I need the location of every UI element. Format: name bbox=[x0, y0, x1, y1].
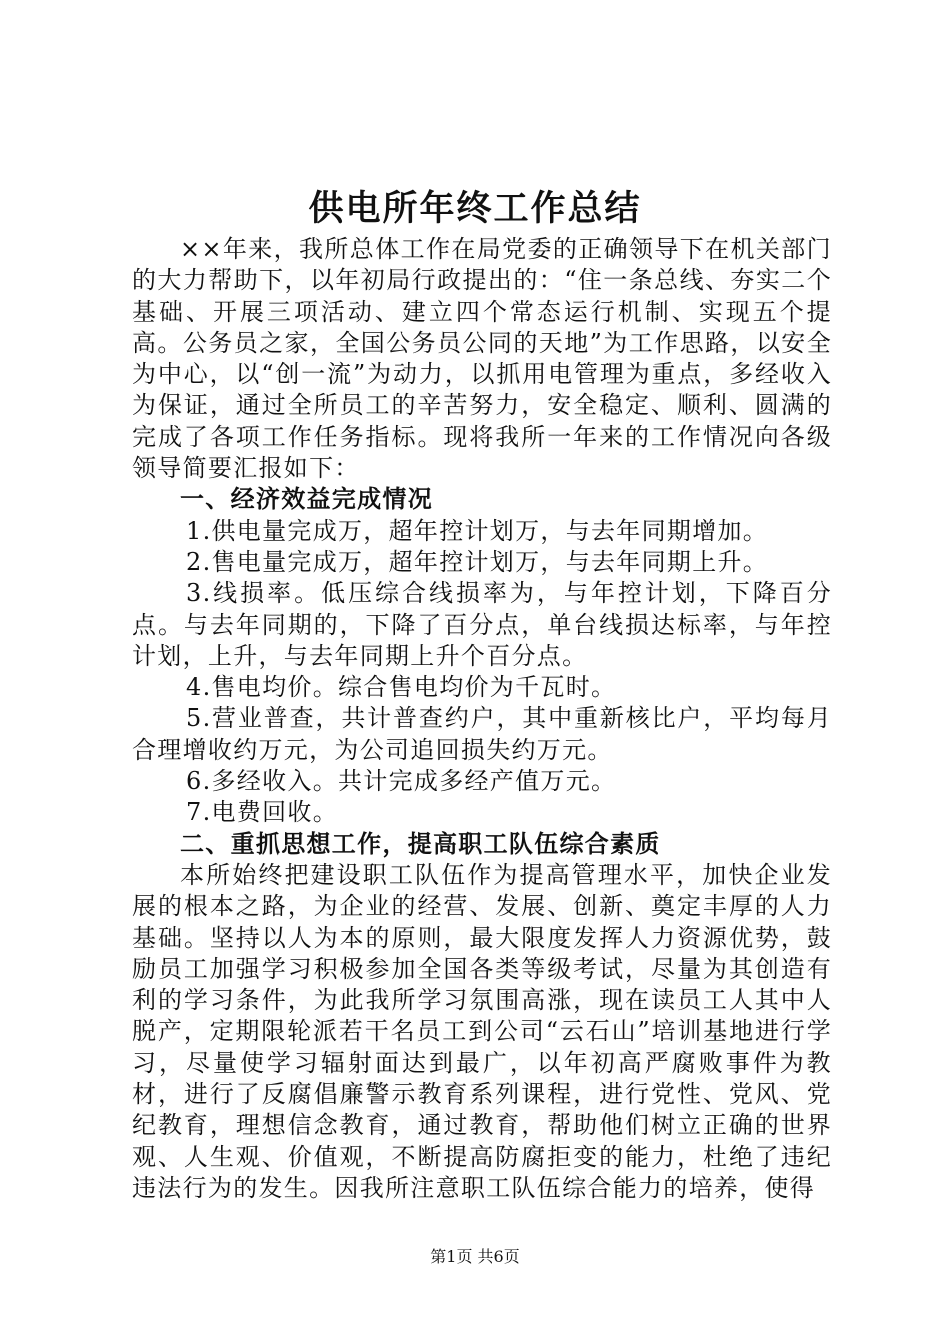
list-item: 4.售电均价。综合售电均价为千瓦时。 bbox=[186, 673, 617, 702]
section-heading-1: 一、经济效益完成情况 bbox=[180, 485, 433, 514]
list-item: 5.营业普查，共计普查约户，其中重新核比户，平均每月合理增收约万元，为公司追回损失约万元。 bbox=[132, 704, 832, 764]
document-title: 供电所年终工作总结 bbox=[308, 189, 642, 229]
body-paragraph: 本所始终把建设职工队伍作为提高管理水平，加快企业发展的根本之路，为企业的经营、发展、创新、奠定丰厚的人力基础。坚持以人为本的原则，最大限度发挥人力资源优势，鼓励员工加强学习积极参加全国各类等级考试，尽量为其创造有利的学习条件，为此我所学习氛围高涨，现在读员工人其中人脱产，定期限轮派若干名员工到公司“云石山”培训基地进行学习，尽量使学习辐射面达到最广，以年初高严腐败事件为教材，进行了反腐倡廉警示教育系列课程，进行党性、党风、党纪教育，理想信念教育，通过教育，帮助他们树立正确的世界观、人生观、价值观，不断提高防腐拒变的能力，杜绝了违纪违法行为的发生。因我所注意职工队伍综合能力的培养，使得 bbox=[132, 860, 832, 1202]
document-body bbox=[132, 234, 832, 1204]
list-item: 3.线损率。低压综合线损率为，与年控计划，下降百分点。与去年同期的，下降了百分点，单台线损达标率，与年控计划，上升，与去年同期上升个百分点。 bbox=[132, 579, 832, 670]
section-heading-2: 二、重抓思想工作，提高职工队伍综合素质 bbox=[180, 829, 661, 858]
list-item: 2.售电量完成万，超年控计划万，与去年同期上升。 bbox=[186, 547, 769, 576]
page-footer: 第1页 共6页 bbox=[430, 1247, 520, 1266]
list-item: 7.电费回收。 bbox=[186, 798, 338, 827]
list-item: 1.供电量完成万，超年控计划万，与去年同期增加。 bbox=[186, 516, 769, 545]
intro-paragraph: ××年来，我所总体工作在局党委的正确领导下在机关部门的大力帮助下，以年初局行政提出的：“住一条总线、夯实二个基础、开展三项活动、建立四个常态运行机制、实现五个提高。公务员之家，全国公务员公同的天地”为工作思路，以安全为中心，以“创一流”为动力，以抓用电管理为重点，多经收入为保证，通过全所员工的辛苦努力，安全稳定、顺利、圆满的完成了各项工作任务指标。现将我所一年来的工作情况向各级领导简要汇报如下： bbox=[132, 235, 832, 483]
list-item: 6.多经收入。共计完成多经产值万元。 bbox=[186, 767, 617, 796]
